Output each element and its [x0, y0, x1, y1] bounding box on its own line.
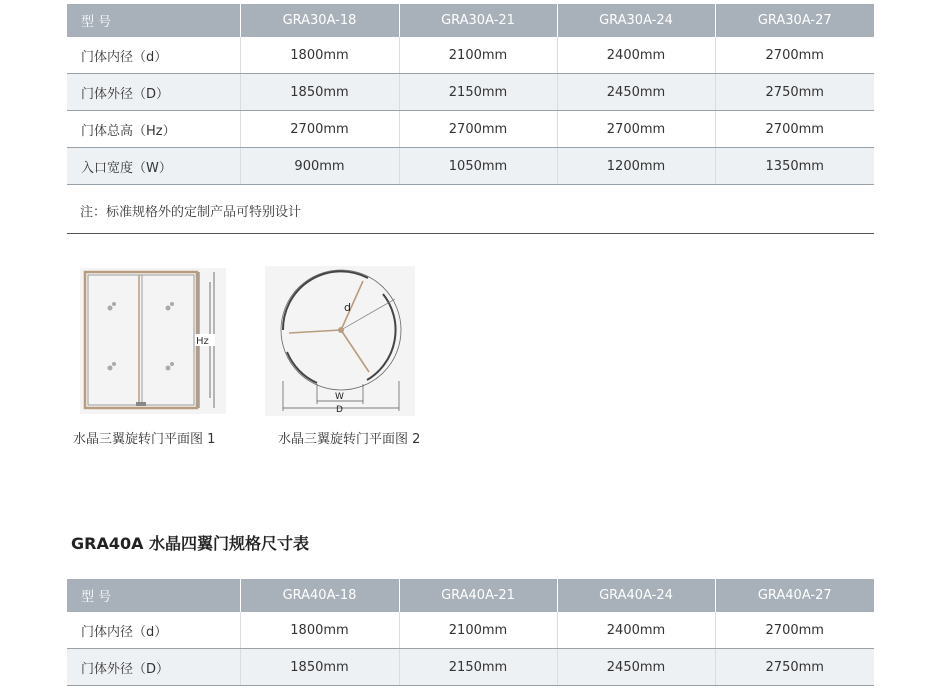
- table-row: [67, 37, 874, 74]
- table-cell: 2400mm: [557, 612, 715, 649]
- row-label: 门体外径（D）: [67, 649, 240, 686]
- section-divider: [67, 233, 874, 234]
- table-cell: 2700mm: [557, 111, 715, 148]
- table-cell: 2750mm: [715, 649, 874, 686]
- header-cell: GRA40A-18: [240, 579, 399, 612]
- door-elevation-diagram: [80, 268, 226, 414]
- table-cell: 2700mm: [240, 111, 399, 148]
- section-title: GRA40A 水晶四翼门规格尺寸表: [71, 534, 310, 553]
- table-cell: 900mm: [240, 148, 399, 185]
- table-header-row: [67, 579, 874, 612]
- table-cell: 2150mm: [399, 74, 557, 111]
- row-label: 门体内径（d）: [67, 37, 240, 74]
- header-cell: GRA30A-27: [715, 4, 874, 37]
- table-cell: 1850mm: [240, 649, 399, 686]
- header-cell: 型 号: [67, 4, 240, 37]
- table-cell: 1800mm: [240, 37, 399, 74]
- door-plan-diagram: [265, 266, 415, 416]
- inner-diameter-label: d: [344, 301, 351, 314]
- row-label: 门体总高（Hz）: [67, 111, 240, 148]
- header-cell: GRA40A-24: [557, 579, 715, 612]
- spec-table-gra30a: [67, 4, 874, 185]
- table-cell: 2700mm: [399, 111, 557, 148]
- table-cell: 1800mm: [240, 612, 399, 649]
- row-label: 门体内径（d）: [67, 612, 240, 649]
- table-cell: 2150mm: [399, 649, 557, 686]
- table-cell: 1850mm: [240, 74, 399, 111]
- table-row: [67, 649, 874, 686]
- table-cell: 1350mm: [715, 148, 874, 185]
- table-row: [67, 74, 874, 111]
- table-row: [67, 148, 874, 185]
- table-cell: 2700mm: [715, 37, 874, 74]
- header-cell: 型 号: [67, 579, 240, 612]
- table-cell: 1200mm: [557, 148, 715, 185]
- header-cell: GRA40A-27: [715, 579, 874, 612]
- spec-table-gra40a: [67, 579, 874, 686]
- row-label: 门体外径（D）: [67, 74, 240, 111]
- table-cell: 2400mm: [557, 37, 715, 74]
- figure-1-caption: 水晶三翼旋转门平面图 1: [73, 432, 216, 447]
- table-cell: 2450mm: [557, 74, 715, 111]
- height-label: Hz: [196, 336, 209, 347]
- header-cell: GRA30A-24: [557, 4, 715, 37]
- figure-2-caption: 水晶三翼旋转门平面图 2: [278, 432, 421, 447]
- entrance-width-label: W: [335, 392, 344, 402]
- table-cell: 2100mm: [399, 612, 557, 649]
- table-cell: 1050mm: [399, 148, 557, 185]
- table-cell: 2750mm: [715, 74, 874, 111]
- header-cell: GRA30A-21: [399, 4, 557, 37]
- table-row: [67, 612, 874, 649]
- table-cell: 2450mm: [557, 649, 715, 686]
- table-cell: 2100mm: [399, 37, 557, 74]
- table-cell: 2700mm: [715, 111, 874, 148]
- header-cell: GRA40A-21: [399, 579, 557, 612]
- table-note: 注：标准规格外的定制产品可特别设计: [80, 205, 302, 220]
- table-header-row: [67, 4, 874, 37]
- row-label: 入口宽度（W）: [67, 148, 240, 185]
- outer-diameter-label: D: [336, 405, 343, 415]
- table-row: [67, 111, 874, 148]
- table-cell: 2700mm: [715, 612, 874, 649]
- header-cell: GRA30A-18: [240, 4, 399, 37]
